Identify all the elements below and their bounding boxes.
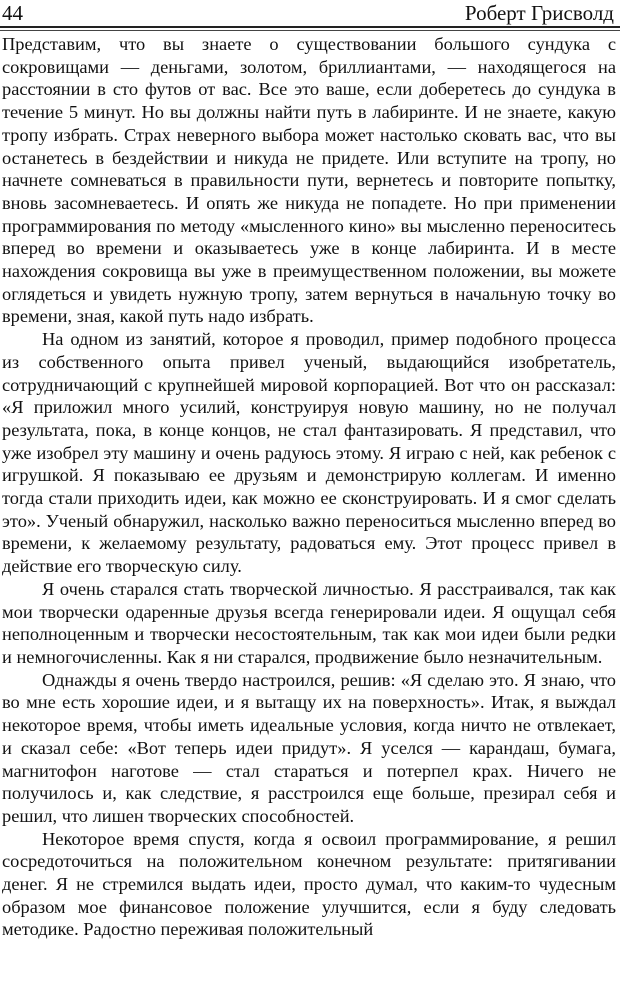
running-title: Роберт Грисволд (464, 1, 614, 25)
header-rule-thick (0, 26, 620, 28)
header-rule-thin (0, 30, 620, 31)
body-text (2, 33, 616, 941)
page-number: 44 (2, 1, 23, 25)
paragraph-programming-money: Некоторое время спустя, когда я освоил программирование, я решил сосредоточиться на положительном конечном результате: притягивании денег. Я не стремился выдать идеи, просто думал, что каким-то чудесным образом мое финансовое положение улучшится, если я буду следовать методике. Радостно переживая положительный (2, 828, 616, 940)
paragraph-inventor-story: На одном из занятий, которое я проводил, пример подобного процесса из собственного опыта привел ученый, выдающийся изобретатель, сотрудничающий с крупнейшей мировой корпорацией. Вот что он рассказал: «Я приложил много усилий, конструируя новую машину, но не получал результата, пока, в конце концов, не стал фантазировать. Я представил, что уже изобрел эту машину и очень радуюсь этому. Я играю с ней, как ребенок с игрушкой. Я показываю ее друзьям и демонстрирую коллегам. И именно тогда стали приходить идеи, как можно ее сконструировать. И я смог сделать это». Ученый обнаружил, насколько важно переноситься мысленно вперед во времени, к желаемому результату, радоваться ему. Этот процесс привел в действие его творческую силу. (2, 329, 616, 577)
paragraph-creative-struggle: Я очень старался стать творческой личностью. Я расстраивался, так как мои творчески одаренные друзья всегда генерировали идеи. Я ощущал себя неполноценным и творчески несостоятельным, так как мои идеи были редки и немногочисленны. Как я ни старался, продвижение было незначительным. (2, 578, 616, 667)
page-header (0, 0, 620, 26)
paragraph-treasure-maze: Представим, что вы знаете о существовании большого сундука с сокровищами — деньгами, золотом, бриллиантами, — находящегося на расстоянии в сто футов от вас. Все это ваше, если доберетесь до сундука в течение 5 минут. Но вы должны найти путь в лабиринте. И не знаете, какую тропу избрать. Страх неверного выбора может настолько сковать вас, что вы останетесь в бездействии и никуда не придете. Или вступите на тропу, но начнете сомневаться в правильности пути, вернетесь и повторите попытку, вновь засомневаетесь. И опять же никуда не попадете. Но при применении программирования по методу «мысленного кино» вы мысленно переноситесь вперед во времени и оказываетесь уже в конце лабиринта. И в месте нахождения сокровища вы уже в преимущественном положении, вы можете оглядеться и увидеть нужную тропу, затем вернуться в начальную точку во времени, зная, какой путь надо избрать. (2, 34, 616, 327)
paragraph-failed-attempt: Однажды я очень твердо настроился, решив: «Я сделаю это. Я знаю, что во мне есть хорошие идеи, и я вытащу их на поверхность». Итак, я выждал некоторое время, чтобы иметь идеальные условия, когда ничто не отвлекает, и сказал себе: «Вот теперь идеи придут». Я уселся — карандаш, бумага, магнитофон наготове — стал стараться и потерпел крах. Ничего не получилось и, как следствие, я расстроился еще больше, презирал себя и решил, что лишен творческих способностей. (2, 669, 616, 826)
